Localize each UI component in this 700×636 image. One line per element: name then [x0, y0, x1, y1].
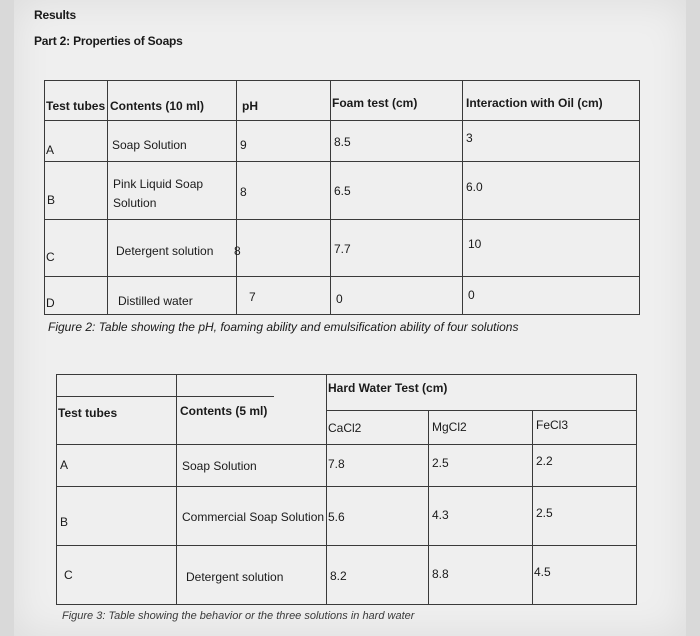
- t2-header-mgcl2: MgCl2: [432, 420, 467, 434]
- t2-row-c-tube: C: [64, 568, 73, 582]
- t1-row-d-foam: 0: [336, 292, 343, 306]
- t1-row-b-oil: 6.0: [466, 180, 483, 194]
- t2-row-c-mgcl2: 8.8: [432, 567, 449, 581]
- t2-row-b-cacl2: 5.6: [328, 510, 345, 524]
- t1-row-a-contents: Soap Solution: [112, 138, 187, 152]
- t1-row-d-tube: D: [46, 296, 55, 310]
- t1-header-ph: pH: [242, 99, 258, 113]
- t1-row-a-ph: 9: [240, 138, 247, 152]
- t1-row-d-contents: Distilled water: [118, 294, 193, 308]
- t1-row-b-contents-line2: Solution: [113, 196, 157, 210]
- t1-row-c-ph: 8: [234, 244, 241, 258]
- t2-row-b-fecl3: 2.5: [536, 506, 553, 520]
- t1-row-d-ph: 7: [249, 290, 256, 304]
- t1-row-b-foam: 6.5: [334, 184, 351, 198]
- figure-3-caption: Figure 3: Table showing the behavior or the three solutions in hard water: [62, 610, 415, 622]
- t2-row-c-cacl2: 8.2: [330, 569, 347, 583]
- t1-row-a-foam: 8.5: [334, 135, 351, 149]
- t2-header-cacl2: CaCl2: [328, 421, 362, 435]
- t1-row-b-ph: 8: [240, 185, 247, 199]
- t2-row-a-fecl3: 2.2: [536, 454, 553, 468]
- t2-row-b-tube: B: [60, 515, 69, 529]
- t2-row-a-mgcl2: 2.5: [432, 456, 449, 470]
- t1-row-c-foam: 7.7: [334, 242, 351, 256]
- t2-header-hard-water: Hard Water Test (cm): [328, 381, 448, 395]
- t2-header-fecl3: FeCl3: [536, 418, 569, 432]
- t1-header-test-tubes: Test tubes: [46, 99, 106, 113]
- t1-row-b-tube: B: [47, 193, 56, 207]
- t2-row-c-fecl3: 4.5: [534, 565, 551, 579]
- t2-row-a-contents: Soap Solution: [182, 459, 257, 473]
- results-heading: Results: [34, 8, 76, 22]
- t2-row-c-contents: Detergent solution: [186, 570, 284, 584]
- t2-row-b-contents: Commercial Soap Solution: [182, 510, 325, 524]
- t2-row-b-mgcl2: 4.3: [432, 508, 449, 522]
- t2-header-contents: Contents (5 ml): [180, 404, 268, 418]
- figure-2-caption: Figure 2: Table showing the pH, foaming ability and emulsification ability of four solutions: [48, 320, 519, 334]
- t1-header-foam: Foam test (cm): [332, 96, 418, 110]
- t1-row-c-tube: C: [46, 250, 55, 264]
- t2-row-a-tube: A: [60, 458, 69, 472]
- t1-row-b-contents-line1: Pink Liquid Soap: [113, 177, 204, 191]
- t1-row-a-tube: A: [46, 143, 55, 157]
- part2-heading: Part 2: Properties of Soaps: [34, 34, 183, 48]
- t1-row-c-oil: 10: [468, 237, 482, 251]
- t2-header-test-tubes: Test tubes: [58, 406, 118, 420]
- t1-row-c-contents: Detergent solution: [116, 244, 214, 258]
- t1-header-contents: Contents (10 ml): [110, 99, 205, 113]
- t1-row-a-oil: 3: [466, 131, 473, 145]
- t2-row-a-cacl2: 7.8: [328, 457, 345, 471]
- t1-header-oil: Interaction with Oil (cm): [466, 96, 603, 110]
- t1-row-d-oil: 0: [468, 288, 475, 302]
